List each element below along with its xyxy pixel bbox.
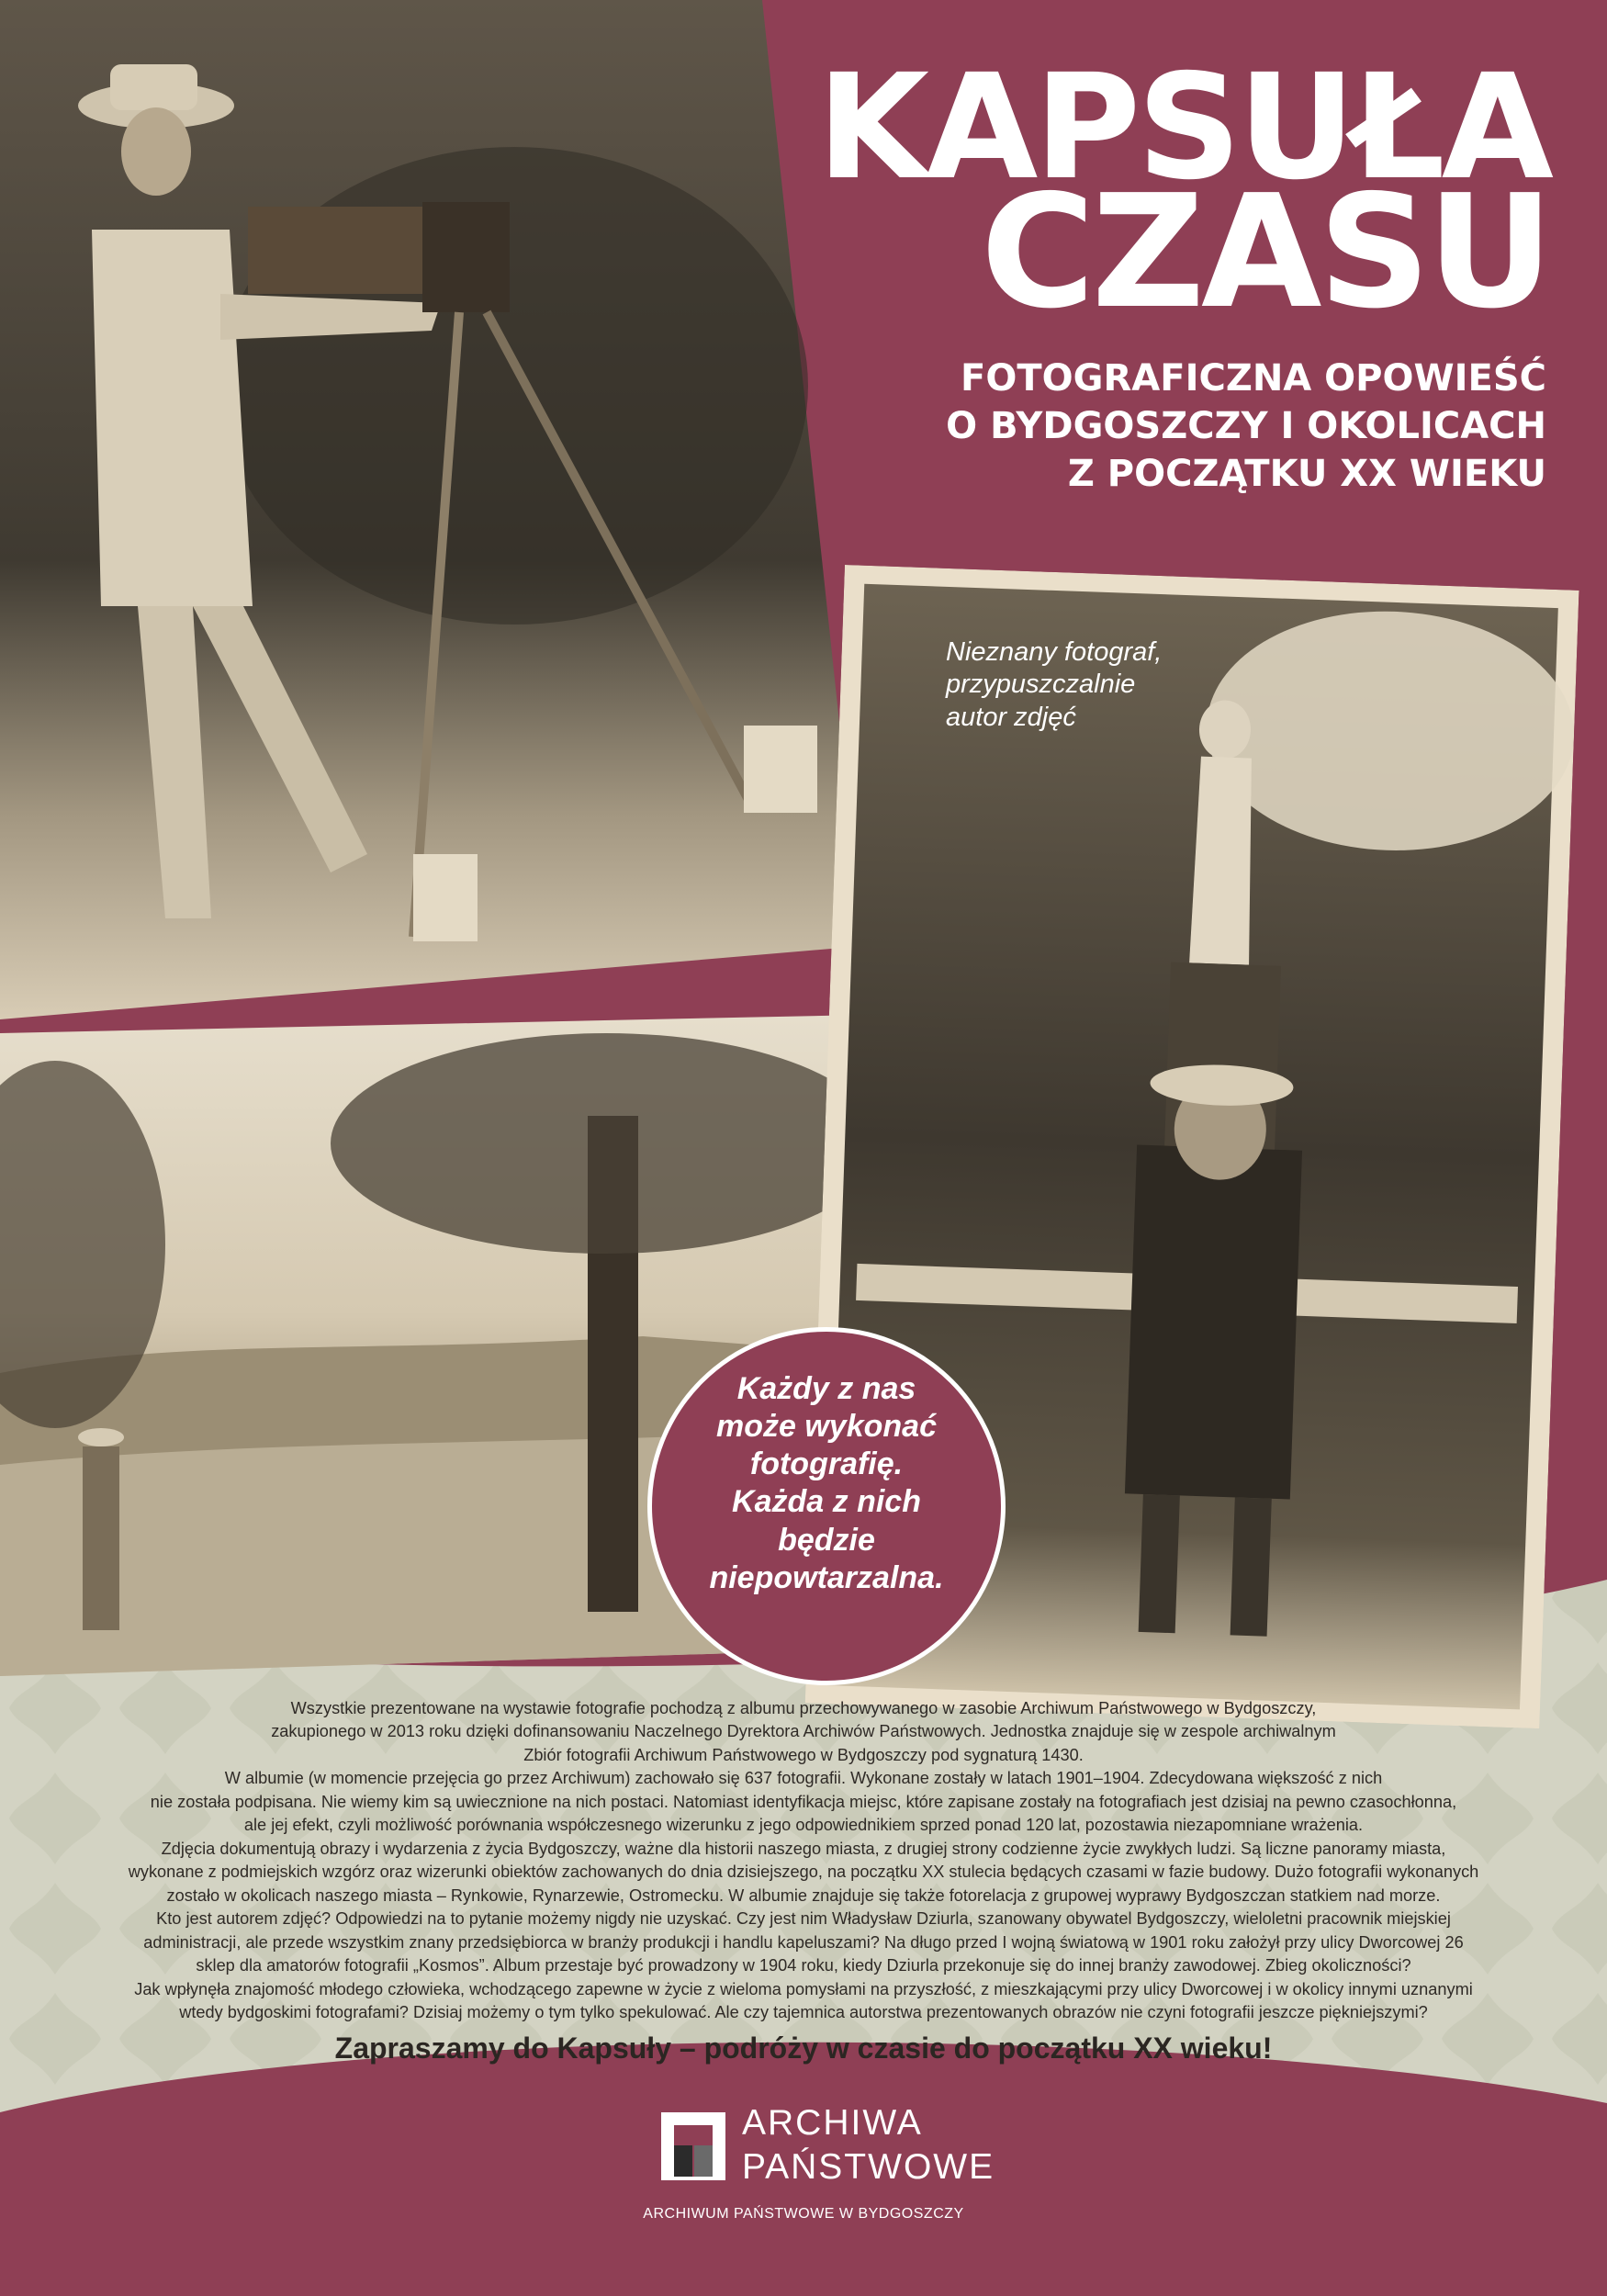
subtitle-line-2: O BYDGOSZCZY I OKOLICACH (946, 405, 1546, 447)
quote-line-2: może wykonać (716, 1409, 937, 1445)
body-line: Jak wpłynęła znajomość młodego człowieka, wchodzącego zapewne w życie z wieloma pomysłami na przyszłość, z mieszkającymi przy ulicy Dworcowej i w okolicy innymi uznanymi (134, 1979, 1473, 1998)
body-line: nie została podpisana. Nie wiemy kim są uwiecznione na nich postaci. Natomiast identyfikacja miejsc, które zapisane zostały na fotografiach jest dzisiaj na pewno czasochłonna, (150, 1792, 1457, 1811)
quote-line-6: niepowtarzalna. (709, 1559, 944, 1595)
body-line: Zbiór fotografii Archiwum Państwowego w Bydgoszczy pod sygnaturą 1430. (523, 1745, 1084, 1764)
photo-photographer-with-camera (0, 0, 863, 1019)
quote-line-5: będzie (778, 1522, 875, 1558)
body-line: sklep dla amatorów fotografii „Kosmos”. Album przestaje być prowadzony w 1904 roku, kiedy Dziurla przekonuje się do innej branży zawodowej. Zbieg okoliczności? (196, 1956, 1411, 1975)
quote-line-3: fotografię. (749, 1446, 904, 1482)
body-line: W albumie (w momencie przejęcia go przez Archiwum) zachowało się 637 fotografii. Wykonane zostały w latach 1901–1904. Zdecydowana większość z nich (224, 1769, 1383, 1788)
archiwa-logo-icon (661, 2112, 725, 2180)
body-line: administracji, ale przede wszystkim znany przedsiębiorca w branży produkcji i handlu kapeluszami? Na długo przed I wojną światową w 1901 roku założył przy ulicy Dworcowej 26 (143, 1932, 1464, 1952)
photo-caption-line-3: autor zdjęć (946, 702, 1076, 732)
body-line: Zdjęcia dokumentują obrazy i wydarzenia z życia Bydgoszczy, ważne dla historii naszego miasta, z drugiej strony codzienne życie zwykłych ludzi. Są liczne panoramy miasta, (161, 1839, 1446, 1858)
body-line: zakupionego w 2013 roku dzięki dofinansowaniu Naczelnego Dyrektora Archiwów Państwowych. Jednostka znajduje się w zespole archiwalnym (271, 1722, 1336, 1741)
logo-text-line-2: PAŃSTWOWE (742, 2147, 995, 2187)
photo-caption (946, 636, 1162, 734)
quote-line-1: Każdy z nas (736, 1371, 916, 1406)
quote-line-4: Każda z nich (732, 1484, 921, 1520)
body-line: wykonane z podmiejskich wzgórz oraz wizerunki obiektów zachowanych do dnia dzisiejszego, na początku XX stulecia będących czasami w fazie budowy. Dużo fotografii wykonanych (128, 1863, 1479, 1882)
invitation-heading: Zapraszamy do Kapsuły – podróży w czasie do początku XX wieku! (334, 2032, 1273, 2065)
title-line-1: KAPSUŁA (816, 43, 1550, 212)
body-text (55, 1697, 1552, 2025)
subtitle-line-3: Z POCZĄTKU XX WIEKU (1067, 453, 1546, 495)
body-line: ale jej efekt, czyli możliwość porównania współczesnego wizerunku z jego odpowiednikiem sprzed ponad 120 lat, pozostawia niezapomniane wrażenia. (243, 1816, 1364, 1835)
body-line: wtedy bydgoskimi fotografami? Dzisiaj możemy o tym tylko spekulować. Ale czy tajemnica autorstwa prezentowanych obrazów nie czyni fotografii jeszcze piękniejszymi? (179, 2003, 1428, 2022)
body-line: Wszystkie prezentowane na wystawie fotografie pochodzą z albumu przechowywanego w zasobie Archiwum Państwowego w Bydgoszczy, (290, 1699, 1317, 1717)
logo-subtitle: ARCHIWUM PAŃSTWOWE W BYDGOSZCZY (643, 2206, 964, 2222)
body-line: zostało w okolicach naszego miasta – Rynkowie, Rynarzewie, Ostromecku. W albumie znajduje się także fotorelacja z grupowej wyprawy Bydgoszczan statkiem nad morze. (166, 1885, 1441, 1905)
subtitle-line-1: FOTOGRAFICZNA OPOWIEŚĆ (961, 357, 1546, 400)
quote-text (647, 1370, 1006, 1597)
photo-caption-line-1: Nieznany fotograf, (946, 637, 1163, 667)
logo-text-line-1: ARCHIWA (742, 2103, 923, 2143)
photo-caption-line-2: przypuszczalnie (946, 670, 1136, 700)
title-line-2: CZASU (980, 162, 1550, 343)
body-line: Kto jest autorem zdjęć? Odpowiedzi na to pytanie możemy nigdy nie uzyskać. Czy jest nim Władysław Dziurla, szanowany obywatel Bydgoszczy, wieloletni pracownik miejskiej (156, 1909, 1451, 1929)
